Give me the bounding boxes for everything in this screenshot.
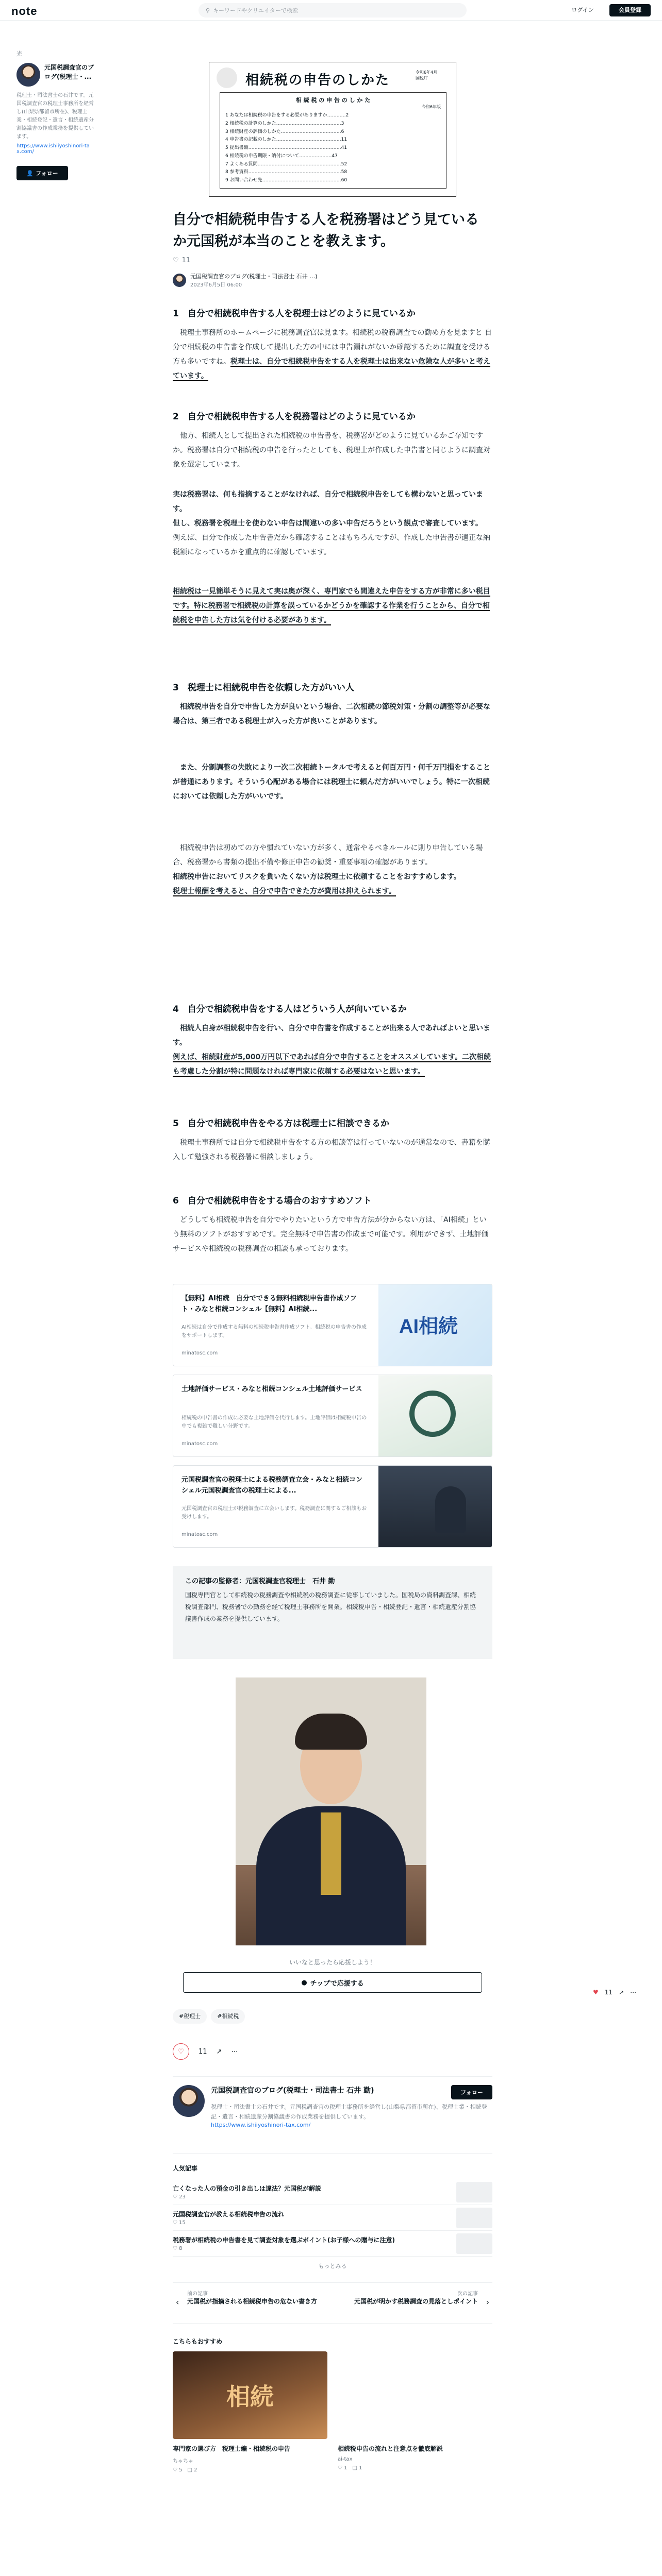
- section-5-text: 税理士事務所では自分で相続税申告をする方の相談等は行っていないのが通常なので、書籍を購入して勉強される税務署に相談しましょう。: [173, 1139, 490, 1161]
- card-title: 土地評価サービス・みなと相続コンシェル土地評価サービス: [181, 1385, 362, 1393]
- section-2-text-b: 実は税務署は、何も指摘することがなければ、自分で相続税申告をしても構わないと思っています。 但し、税務署を税理士を使わない申告は間違いの多い申告だろうという観点で審査しています。 例えば、自分で作成した申告書だから確認することはもちろんですが、作成した申告書が適正な納税額になっているかを重点的に確認しています。: [173, 490, 490, 556]
- link-card-tax-audit[interactable]: [173, 1465, 492, 1548]
- card-thumbnail: [378, 1375, 492, 1456]
- sidebar-follow-button[interactable]: 👤 フォロー: [16, 166, 68, 180]
- supervisor-body: 国税専門官として相続税の税務調査や相続税の税務調査に従事していました。国税局の資料調査課、相続税調査部門、税務署での勤務を経て税理士事務所を開業。相続税申告・相続登記・遺言・相続遺産分割協議書作成の業務を提供しています。: [185, 1591, 476, 1622]
- more-icon[interactable]: ⋯: [231, 2047, 238, 2056]
- link-card-land-valuation[interactable]: [173, 1375, 492, 1457]
- popular-item[interactable]: [173, 2179, 492, 2205]
- popular-more-link[interactable]: もっとみる: [318, 2263, 347, 2269]
- byline: [173, 272, 492, 288]
- chevron-right-icon: ›: [486, 2297, 489, 2307]
- tip-button[interactable]: ● チップで応援する: [183, 1972, 482, 1993]
- like-bar: [173, 257, 492, 264]
- section-heading-4: 4 自分で相続税申告をする人はどういう人が向いているか: [173, 1004, 407, 1014]
- search-icon: ⚲: [206, 7, 210, 14]
- author-box: [173, 2076, 492, 2154]
- card-description: 元国税調査官の税理士が税務調査に立会いします。税務調査に関するご相談もお受けします。: [181, 1506, 367, 1520]
- section-heading-2: 2 自分で相続税申告する人を税務署はどのように見ているか: [173, 412, 416, 422]
- byline-avatar[interactable]: [173, 274, 186, 287]
- recommended-card[interactable]: [173, 2351, 327, 2473]
- section-heading-3: 3 税理士に相続税申告を依頼した方がいい人: [173, 683, 354, 693]
- section-6-text: どうしても相続税申告を自分でやりたいという方で申告方法が分からない方は、「AI相続」という無料のソフトがおすすめです。完全無料で申告書の作成まで可能です。利用ができず、土地評価サービスや相続税の税務調査の相談も承っております。: [173, 1216, 489, 1253]
- link-card-ai-souzoku[interactable]: [173, 1284, 492, 1366]
- heart-icon[interactable]: ♡ 5: [173, 2467, 183, 2473]
- register-button[interactable]: 会員登録: [609, 4, 651, 16]
- byline-name[interactable]: 元国税調査官のブログ(税理士・司法書士 石井 …): [190, 273, 318, 280]
- popular-item-likes: 15: [179, 2220, 186, 2226]
- share-icon[interactable]: ↗: [216, 2047, 222, 2056]
- follow-icon: 👤: [26, 170, 34, 177]
- recommended-item-author[interactable]: ai-tax: [338, 2456, 353, 2462]
- toc-row: 1 あなたは相続税の申告をする必要がありますか…………2: [225, 113, 349, 118]
- global-header: [0, 0, 662, 21]
- recommended-title: こちらもおすすめ: [173, 2338, 223, 2345]
- section-heading-5: 5 自分で相続税申告をやる方は税理士に相談できるか: [173, 1118, 389, 1129]
- author-portrait: [236, 1677, 426, 1945]
- floating-actions: [593, 1989, 636, 1996]
- toc-row: 9 お問い合わせ先……………………………………………60: [225, 178, 347, 183]
- toc-row: 8 参考資料……………………………………………………58: [225, 170, 347, 175]
- search-placeholder: キーワードやクリエイターで検索: [213, 7, 298, 14]
- author-box-url[interactable]: https://www.ishiiyoshinori-tax.com/: [211, 2122, 311, 2129]
- author-url[interactable]: https://www.ishiiyoshinori-tax.com/: [16, 143, 90, 155]
- card-url: minatosc.com: [181, 1532, 218, 1537]
- search-input[interactable]: [198, 3, 467, 18]
- bottom-like-count: 11: [198, 2047, 207, 2056]
- prev-article-link[interactable]: ‹ 前の記事 元国税が指摘される相続税申告の危ない書き方: [176, 2291, 318, 2307]
- card-url: minatosc.com: [181, 1441, 218, 1447]
- popular-item-title: 元国税調査官が教える相続税申告の流れ: [173, 2211, 285, 2218]
- hashtag[interactable]: #税理士: [173, 2009, 207, 2024]
- section-2-text-c: 相続税は一見簡単そうに見えて実は奥が深く、専門家でも間違えた申告をする方が非常に多い税目です。特に税務署で相続税の計算を誤っているかどうかを確認する作業を行うことから、自分で相続税を申告した方は気を付ける必要があります。: [173, 587, 490, 624]
- popular-title: 人気記事: [173, 2165, 198, 2172]
- byline-date: 2023年6月5日 06:00: [190, 282, 242, 288]
- card-url: minatosc.com: [181, 1350, 218, 1356]
- tag-list: [173, 2009, 492, 2024]
- section-3-text-c: 相続税申告は初めての方や慣れていない方が多く、通常やるべきルールに則り申告している場合、税務署から書類の提出不備や修正申告の勧奨・重要事項の確認があります。 相続税申告においてリスクを負いたくない方は税理士に依頼することをおすすめします。 税理士報酬を考えると、自分で申告できた方が費用は抑えられます。: [173, 844, 483, 895]
- magnifier-icon: [409, 1391, 456, 1437]
- card-thumbnail: [378, 1284, 492, 1366]
- supervisor-box: [173, 1566, 492, 1659]
- author-name[interactable]: 元国税調査官のブログ(税理士・...: [44, 64, 94, 80]
- card-title: 元国税調査官の税理士による税務調査立会・みなと相続コンシェル元国税調査官の税理士による...: [181, 1476, 363, 1495]
- section-heading-1: 1 自分で相続税申告する人を税理士はどのように見ているか: [173, 309, 416, 319]
- chevron-left-icon: ‹: [176, 2297, 179, 2307]
- heart-icon[interactable]: ♡: [173, 257, 179, 264]
- section-3-text-a: 相続税申告を自分で申告した方が良いという場合、二次相続の節税対策・分割の調整等が必要な場合は、第三者である税理士が入った方が良いことがあります。: [173, 703, 490, 725]
- next-article-link[interactable]: › 次の記事 元国税が明かす税務調査の見落としポイント: [354, 2291, 489, 2307]
- hero-side-note: 令和6年4月 国税庁: [416, 70, 438, 81]
- toc-row: 5 提出書類……………………………………………………41: [225, 145, 347, 150]
- hero-toc: [220, 92, 446, 189]
- popular-item-title: 税務署が相続税の申告書を見て調査対象を選ぶポイント(お子様への贈与に注意): [173, 2236, 395, 2244]
- author-avatar[interactable]: [16, 63, 40, 87]
- portrait-tie: [321, 1812, 341, 1895]
- floating-share-icon[interactable]: ↗: [619, 1989, 624, 1996]
- recommended-list: [173, 2351, 492, 2473]
- card-title: 【無料】AI相続 自分でできる無料相続税申告書作成ソフト・みなと相続コンシェル【無料】AI相続...: [181, 1295, 357, 1313]
- article-pager: [173, 2282, 492, 2324]
- popular-item-likes: 23: [179, 2194, 186, 2200]
- sidebar-section-title: 光: [16, 50, 22, 57]
- like-count: 11: [181, 257, 191, 264]
- portrait-hair: [295, 1714, 367, 1750]
- floating-heart-icon[interactable]: ♥: [593, 1989, 599, 1996]
- bottom-heart-icon[interactable]: ♡: [173, 2043, 189, 2060]
- author-box-bio: 税理士・司法書士の石井です。元国税調査官の税理士事務所を経営し(山梨県都留市所在)、税理士業・相続登記・遺言・相続遺産分割協議書の作成業務を提供しています。: [211, 2104, 487, 2120]
- popular-item-thumbnail: [456, 2208, 492, 2228]
- supervisor-title: この記事の監修者：元国税調査官税理士 石井 勤: [185, 1578, 335, 1585]
- heart-icon: ♡: [173, 2246, 179, 2251]
- toc-row: 7 よくある質問………………………………………………52: [225, 161, 347, 167]
- hero-emblem-icon: [217, 67, 237, 88]
- section-2-text: 他方、相続人として提出された相続税の申告書を、税務署がどのように見ているかご存知ですか。税務署は自分で相続税の申告を行ったとしても、税理士が作成した申告書と同じように調査対象を選定しています。: [173, 432, 490, 469]
- note-logo[interactable]: note: [11, 5, 38, 18]
- toc-row: 2 相続税の計算のしかた……………………………………3: [225, 121, 344, 126]
- section-heading-6: 6 自分で相続税申告をする場合のおすすめソフト: [173, 1196, 372, 1206]
- author-sidebar: [16, 49, 94, 180]
- comment-icon[interactable]: □ 1: [352, 2465, 362, 2471]
- card-description: AI相続は自分で作成する無料の相続税申告書作成ソフト。相続税の申告書の作成をサポートします。: [181, 1325, 367, 1338]
- heart-icon: ♡: [173, 2220, 179, 2226]
- section-1-text: 税理士事務所のホームページに税務調査官は見ます。相続税の税務調査での勤め方を見ますと 自分で相続税の申告書を作成して提出した方の中には申告漏れがないか確認するために調査を受ける方も多いですね。税理士は、自分で相続税申告をする人を税理士は出来ない危険な人が多いと考えています。: [173, 329, 492, 380]
- heart-icon[interactable]: ♡ 1: [338, 2465, 347, 2471]
- section-4-text: 相続人自身が相続税申告を行い、自分で申告書を作成することが出来る人であればよいと思います。 例えば、相続財産が5,000万円以下であれば自分で申告することをオススメしています。二次相続も考慮した分割が特に問題なければ専門家に依頼する必要はないと思います。: [173, 1024, 491, 1076]
- card-thumbnail: [378, 1466, 492, 1547]
- popular-item-likes: 8: [179, 2246, 183, 2251]
- author-box-follow-button[interactable]: フォロー: [451, 2085, 492, 2099]
- author-box-avatar[interactable]: [173, 2085, 205, 2117]
- popular-item[interactable]: [173, 2231, 492, 2257]
- comment-icon[interactable]: □ 2: [187, 2467, 197, 2473]
- toc-heading: 令和6年版: [421, 105, 441, 109]
- login-button[interactable]: ログイン: [571, 7, 594, 13]
- popular-item[interactable]: [173, 2205, 492, 2231]
- hero-image: [209, 62, 456, 197]
- recommended-thumbnail: 相続: [173, 2351, 327, 2439]
- tip-icon: ●: [301, 1978, 307, 1987]
- recommended-item-title: 専門家の選び方 税理士編・相続税の申告: [173, 2445, 291, 2452]
- author-bio: 税理士・司法書士の石井です。元国税調査官の税理士事務所を経営し(山梨県都留市所在)、税理士業・相続登記・遺言・相続遺産分割協議書の作成業務を提供しています。: [16, 93, 94, 140]
- recommended-thumbnail: [338, 2351, 492, 2439]
- person-silhouette: [435, 1486, 466, 1533]
- popular-item-thumbnail: [456, 2233, 492, 2254]
- recommended-item-title: 相続税申告の流れと注意点を徹底解説: [338, 2445, 443, 2452]
- popular-item-thumbnail: [456, 2182, 492, 2202]
- support-question: いいなと思ったら応援しよう！: [289, 1959, 376, 1966]
- article-title: 自分で相続税申告する人を税務署はどう見ているか元国税が本当のことを教えます。: [173, 212, 479, 249]
- recommended-item-author[interactable]: ちゃちゃ: [173, 2459, 193, 2464]
- floating-like-count: 11: [604, 1989, 613, 1996]
- heart-icon: ♡: [173, 2194, 179, 2200]
- author-box-name[interactable]: 元国税調査官のブログ(税理士・司法書士 石井 勤): [211, 2087, 374, 2095]
- toc-row: 3 相続財産の評価のしかた…………………………………6: [225, 129, 344, 134]
- popular-item-title: 亡くなった人の預金の引き出しは違法？元国税が解説: [173, 2185, 322, 2192]
- section-3-text-b: また、分割調整の失敗により一次二次相続トータルで考えると何百万円・何千万円損をすることが普通にあります。そういう心配がある場合には税理士に頼んだ方がいいでしょう。特に一次相続においては依頼した方がいいです。: [173, 764, 490, 801]
- bottom-actions: [173, 2043, 492, 2060]
- recommended-card[interactable]: [338, 2351, 492, 2473]
- card-thumbnail-text: AI相続: [399, 1316, 458, 1337]
- toc-title: 相 続 税 の 申 告 の し か た: [295, 97, 371, 104]
- hashtag[interactable]: #相続税: [211, 2009, 245, 2024]
- card-description: 相続税の申告書の作成に必要な土地評価を代行します。土地評価は相続税申告の中でも複雑で難しい分野です。: [181, 1415, 367, 1429]
- toc-row: 4 申告書の記載のしかた……………………………………11: [225, 137, 347, 143]
- floating-more-icon[interactable]: ⋯: [630, 1989, 637, 1996]
- toc-row: 6 相続税の申告期限・納付について…………………47: [225, 153, 338, 159]
- hero-title: 相続税の申告のしかた: [245, 73, 390, 88]
- popular-list: [173, 2179, 492, 2257]
